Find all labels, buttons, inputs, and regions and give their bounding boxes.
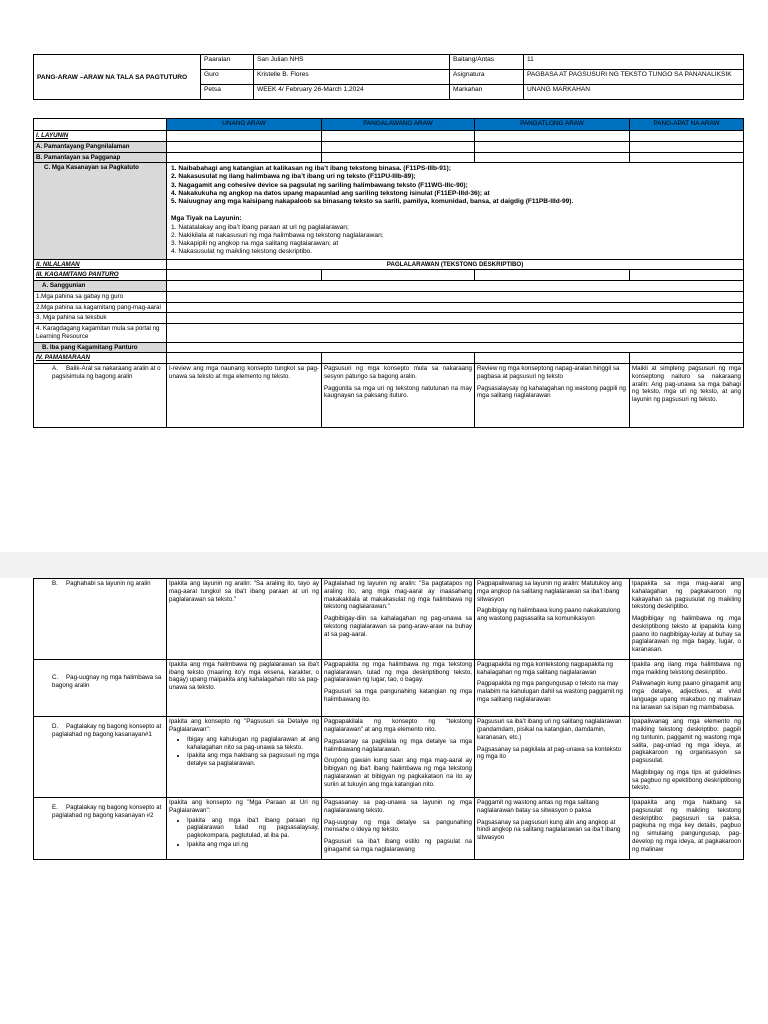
lesson-table-page1: [33, 118, 744, 428]
proc-d-day2-text-3: Grupong gawain kung saan ang mga mag-aaral ay bibigyan ng iba't ibang halimbawa ng mga tekstong naglalarawan at bibigyan ng pagkakataon na ito ay suriin at tukuyin ang mga katangian nito.: [324, 757, 472, 788]
header-value-paaralan: San Julian NHS: [254, 55, 450, 70]
tiyak-2: 2. Nakikilala at nakasusuri ng mga halimbawa ng tekstong naglalarawan;: [171, 231, 384, 239]
proc-d-day1-bullet-1: • Ibigay ang kahulugan ng paglalarawan at ang kahalagahan nito sa pag-unawa sa teksto.: [187, 736, 319, 752]
sanggunian-4: 4. Karagdagang kagamitan mula sa portal ng Learning Resource: [34, 324, 167, 343]
header-value-markahan: UNANG MARKAHAN: [524, 85, 744, 100]
proc-b-day2: [322, 579, 475, 660]
proc-e-day1-bullet-2: • Ipakita ang mga uri ng: [187, 841, 319, 849]
proc-b-day3: [475, 579, 630, 660]
proc-a-day2: [322, 364, 475, 428]
tiyak-3: 3. Nakapipili ng angkop na mga salitang naglalarawan; at: [171, 240, 339, 248]
proc-b-day3-text-2: Pagbibigay ng halimbawa kung paano nakakatulong ang wastong pagsasalita sa komunikasyon: [477, 607, 621, 622]
proc-c-label: Pag-uugnay ng mga halimbawa sa bagong aralin: [52, 673, 162, 689]
pamantayan-sa-pagganap-label: B. Pamantayan sa Pagganap: [34, 152, 167, 163]
proc-a-day4: [630, 364, 744, 428]
proc-b-label-cell: [34, 579, 167, 660]
sanggunian-label: A. Sanggunian: [34, 281, 167, 292]
proc-d-label-cell: [34, 717, 167, 798]
competency-4: 4. Nakakukuha ng angkop na datos upang mapaunlad ang sariling tekstong isinulat (F11EP-IIId-36); at: [171, 189, 490, 197]
proc-e-day3: [475, 798, 630, 860]
proc-a-day1: [167, 364, 322, 428]
header-value-guro: Kristelle B. Flores: [254, 70, 450, 85]
proc-d-day1-bullet-2: • Ipakita ang mga hakbang sa pagsusuri ng mga detalye sa paglalarawan.: [187, 752, 319, 768]
proc-c-day1: [167, 659, 322, 717]
competency-3: 3. Nagagamit ang cohesive device sa pagsulat ng sariling halimbawang teksto (F11WG-IIIc-90);: [171, 181, 468, 189]
proc-c-day2: [322, 659, 475, 717]
proc-e-day1-list: [179, 817, 319, 849]
proc-d-day1-intro: Ipakita ang konsepto ng "Pagsusuri sa Detalye ng Paglalarawan":: [169, 718, 319, 733]
proc-b-day3-text-1: Pagpapaliwanag sa layunin ng aralin: Matutukoy ang mga angkop na salitang naglalarawan sa iba’t ibang sitwasyon: [477, 580, 622, 603]
sanggunian-3: 3. Mga pahina sa teksbuk: [34, 313, 167, 324]
proc-e-day3-text-2: Pagsasanay sa pagsusuri kung alin ang angkop at hindi angkop na salitang naglalarawan sa iba’t ibang sitwasyon: [477, 818, 621, 841]
proc-c-day4-text-2: Paliwanagin kung paano ginagamit ang mga detalye, adjectives, at vivid language upang makabuo ng malinaw na larawan sa isipan ng mambabasa.: [632, 680, 741, 711]
day-4-header: PANG-APAT NA ARAW: [630, 119, 744, 131]
proc-a-label: Balik-Aral sa nakaraang aralin at o pagsisimula ng bagong aralin: [52, 365, 161, 380]
section-kagamitang: III. KAGAMITANG PANTURO: [34, 270, 167, 281]
competency-5: 5. Naiuugnay ang mga kaisipang nakapaloob sa binasang teksto sa sarili, pamilya, komunidad, bansa, at daigdig (F11PB-IIId-99).: [171, 198, 574, 206]
competencies-cell: [167, 163, 744, 259]
proc-c-day3-text-1: Pagpapakita ng mga kontekstong nagpapakita ng kahalagahan ng mga salitang naglalarawan: [477, 660, 613, 676]
proc-a-day2-text-2: Paggunita sa mga uri ng tekstong natutunan na may kaugnayan sa paksang ituturo.: [324, 384, 472, 400]
proc-e-day2-text-1: Pagsasanay sa pag-unawa sa layunin ng mga naglalarawang teksto.: [324, 799, 472, 814]
proc-d-day2-text-1: Pagpapakilala ng konsepto ng "tekstong naglalarawan" at ang mga elemento nito.: [324, 718, 472, 733]
section-nilalaman: II. NILALAMAN: [34, 259, 167, 270]
page-gap: [0, 552, 768, 578]
proc-e-day3-text-1: Paggamit ng wastong antas ng mga salitang naglalarawan batay sa sitwasyon o paksa: [477, 799, 599, 814]
competency-2: 2. Nakasusulat ng ilang halimbawa ng iba’t ibang uri ng teksto (F11PU-IIIb-89);: [171, 173, 416, 181]
header-label-baitang: Baitang/Antas: [450, 55, 524, 70]
proc-d-label: Pagtalakay ng bagong konsepto at paglalahad ng bagong kasanayan#1: [52, 723, 162, 738]
header-value-asignatura: PAGBASA AT PAGSUSURI NG TEKSTO TUNGO SA PANANALIKSIK: [524, 70, 744, 85]
tiyak-title: Mga Tiyak na Layunin:: [171, 215, 242, 223]
proc-c-day3: [475, 659, 630, 717]
proc-b-day1-text: Ipakita ang layunin ng aralin: "Sa araling ito, tayo ay mag-aaral tungkol sa iba't ibang paraan at uri ng paglalarawan sa teksto.": [169, 580, 319, 603]
lesson-table-page2: [33, 578, 744, 860]
sanggunian-1: 1.Mga pahina sa gabay ng guro: [34, 291, 167, 302]
header-label-paaralan: Paaralan: [201, 55, 254, 70]
proc-a-day3: [475, 364, 630, 428]
proc-e-day2-text-3: Pagsusuri sa iba’t ibang estilo ng pagsulat na ginagamit sa mga naglalarawang: [324, 838, 472, 853]
header-label-markahan: Markahan: [450, 85, 524, 100]
header-value-petsa: WEEK 4/ February 26-March 1,2024: [254, 85, 450, 100]
day-2-header: PANGALAWANG ARAW: [322, 119, 475, 131]
proc-c-day2-text-1: Pagpapakita ng mga halimbawa ng mga tekstong naglalarawan, tulad ng mga deskriptibong teksto, paglalarawan ng lugar, tao, o bagay.: [324, 660, 472, 684]
nilalaman-value: PAGLALARAWAN (TEKSTONG DESKRIPTIBO): [167, 259, 744, 270]
pamantayang-pangnilalaman-label: A. Pamantayang Pangnilalaman: [34, 141, 167, 152]
proc-c-day1-text: Ipakita ang mga halimbawa ng paglalarawan sa iba't ibang teksto (maaring ito'y mga eksena, karakter, o bagay) upang maipakita ang kahalagahan nito sa pag-unawa sa teksto.: [169, 660, 319, 691]
day-1-header: UNANG ARAW: [167, 119, 322, 131]
proc-a-day1-text: I-review ang mga naunang konsepto tungkol sa pag-unawa sa teksto at mga elemento ng teksto.: [169, 365, 319, 380]
proc-b-day4-text-1: Ipapakita sa mga mag-aaral ang kahalagahan ng pagkakaroon ng kakayahan sa pagsusulat ng maikling tekstong deskriptibo.: [632, 580, 741, 611]
proc-e-day2-text-2: Pag-uugnay ng mga detalye sa pangunahing mensahe o ideya ng teksto.: [324, 818, 472, 834]
blank-header-cell: [34, 119, 167, 131]
proc-e-label: Pagtalakay ng bagong konsepto at paglalahad ng bagong kasanayan #2: [52, 804, 162, 819]
proc-d-day2-text-2: Pagsasanay sa pagkilala ng mga detalye sa mga halimbawang naglalarawan.: [324, 737, 472, 753]
proc-b-day2-text-1: Paglalahad ng layunin ng aralin: "Sa pagtatapos ng araling ito, ang mga mag-aaral ay inaasahang makakakilala at makakasulat ng mga halimbawa ng tekstong naglalarawan.": [324, 580, 472, 611]
proc-e-letter: E.: [52, 804, 58, 811]
proc-c-day4-text-1: Ipakita ang ilang mga halimbawa ng mga maikling tekstong deskriptibo.: [632, 660, 741, 676]
proc-d-day4-text-1: Ipapaliwanag ang mga elemento ng maikling tekstong deskriptibo: pagpili ng tuntunin, paggamit ng wastong mga salita, pag-unlad ng mga ideya, at pagkakaroon ng organisasyon sa pagsusulat.: [632, 718, 741, 764]
header-label-guro: Guro: [201, 70, 254, 85]
proc-b-day1: [167, 579, 322, 660]
proc-a-day4-text: Maikli at simpleng pagsusuri ng mga konseptong naituro sa nakaraang aralin: Ang pag-unawa sa mga bahagi ng teksto, mga uri ng teksto, at ang layunin ng pagsusuri ng teksto.: [632, 365, 741, 404]
proc-b-day4: [630, 579, 744, 660]
proc-c-letter: C.: [52, 673, 59, 681]
proc-a-day2-text-1: Pagsusuri ng mga konsepto mula sa nakaraang sesyon patungo sa bagong aralin.: [324, 365, 472, 380]
proc-d-day3-text-1: Pagsusuri sa iba’t ibang uri ng salitang naglalarawan (pandamdam, pisikal na katangian, damdamin, karanasan, etc.): [477, 718, 622, 741]
proc-d-day3: [475, 717, 630, 798]
proc-b-label: Paghahabi sa layunin ng aralin: [66, 580, 151, 587]
proc-c-label-cell: [34, 659, 167, 717]
proc-a-day3-text-1: Review ng mga konseptong napag-aralan hinggil sa pagbasa at pagsusuri ng teksto: [477, 365, 620, 380]
sanggunian-2: 2.Mga pahina sa kagamitang pang-mag-aaral: [34, 302, 167, 313]
proc-b-letter: B.: [52, 580, 58, 587]
proc-c-day2-text-2: Pagsusuri sa mga pangunahing katangian ng mga halimbawang ito.: [324, 688, 472, 703]
proc-d-day3-text-2: Pagsasanay sa pagkilala at pag-unawa sa konteksto ng mga ito: [477, 745, 622, 761]
proc-e-day1-intro: Ipakita ang konsepto ng "Mga Paraan at Uri ng Paglalarawan":: [169, 799, 319, 814]
proc-d-day1-list: [179, 736, 319, 768]
header-value-baitang: 11: [524, 55, 744, 70]
competency-1: 1. Naibabahagi ang katangian at kalikasan ng iba’t ibang tekstong binasa. (F11PS-IIIb-91);: [171, 165, 451, 173]
iba-pang-kagamitan-label: B. Iba pang Kagamitang Panturo: [34, 342, 167, 353]
day-3-header: PANGATLONG ARAW: [475, 119, 630, 131]
section-layunin: I. LAYUNIN: [34, 131, 167, 142]
doc-title: PANG-ARAW –ARAW NA TALA SA PAGTUTURO: [34, 55, 201, 100]
proc-d-letter: D.: [52, 723, 59, 731]
section-pamamaraan: IV. PAMAMARAAN: [34, 353, 167, 364]
proc-a-label-cell: [34, 364, 167, 428]
mga-kasanayan-label: C. Mga Kasanayan sa Pagkatuto: [34, 163, 167, 259]
page-2: [0, 578, 768, 1024]
proc-e-day1-bullet-1: • Ipakita ang mga iba't ibang paraan ng paglalarawan tulad ng pagsasalaysay, pagkokompara, pagtutulad, at iba pa.: [187, 817, 319, 840]
proc-c-day3-text-2: Pagpapakita ng mga pangungusap o teksto na may malabim na kahulugan dahil sa wastong paggamit ng mga salitang naglalarawan: [477, 680, 623, 703]
proc-b-day2-text-2: Pagbibigay-diin sa kahalagahan ng pag-unawa sa tekstong naglalarawan sa pang-araw-araw na buhay at sa pag-aaral.: [324, 615, 472, 638]
header-label-asignatura: Asignatura: [450, 70, 524, 85]
proc-e-day4-text-1: Ipapakita ang mga hakbang sa pagsusulat ng maikling tekstong deskriptibo: pagsusuri sa paksa, pagkuha ng mga key details, pagbuo ng simulaing pangungusap, pag-develop ng mga ideya, at pagkakaroon ng malinaw: [632, 799, 741, 853]
proc-b-day4-text-2: Magbibigay ng halimbawa ng mga deskriptibong teksto at ipapakita kung paano ito nagbibigay-kulay at buhay sa paglalarawan ng mga bagay, lugar, o karanasan.: [632, 615, 741, 653]
proc-c-day4: [630, 659, 744, 717]
proc-e-day4: [630, 798, 744, 860]
proc-e-day1: [167, 798, 322, 860]
proc-e-label-cell: [34, 798, 167, 860]
proc-d-day2: [322, 717, 475, 798]
proc-d-day1: [167, 717, 322, 798]
proc-d-day4: [630, 717, 744, 798]
proc-a-letter: A.: [52, 365, 58, 373]
proc-e-day2: [322, 798, 475, 860]
proc-a-day3-text-2: Pagsasalaysay ng kahalagahan ng wastong pagpili ng mga salitang naglalarawan: [477, 384, 626, 400]
proc-d-day4-text-2: Magbibigay ng mga tips at guidelines sa pagbuo ng epektibong deskriptibong teksto.: [632, 768, 741, 792]
tiyak-4: 4. Nakasusulat ng maikling tekstong deskriptibo.: [171, 248, 313, 256]
tiyak-1: 1. Natatalakay ang iba’t ibang paraan at uri ng paglalarawan;: [171, 223, 349, 231]
header-table: [33, 54, 744, 100]
header-label-petsa: Petsa: [201, 85, 254, 100]
